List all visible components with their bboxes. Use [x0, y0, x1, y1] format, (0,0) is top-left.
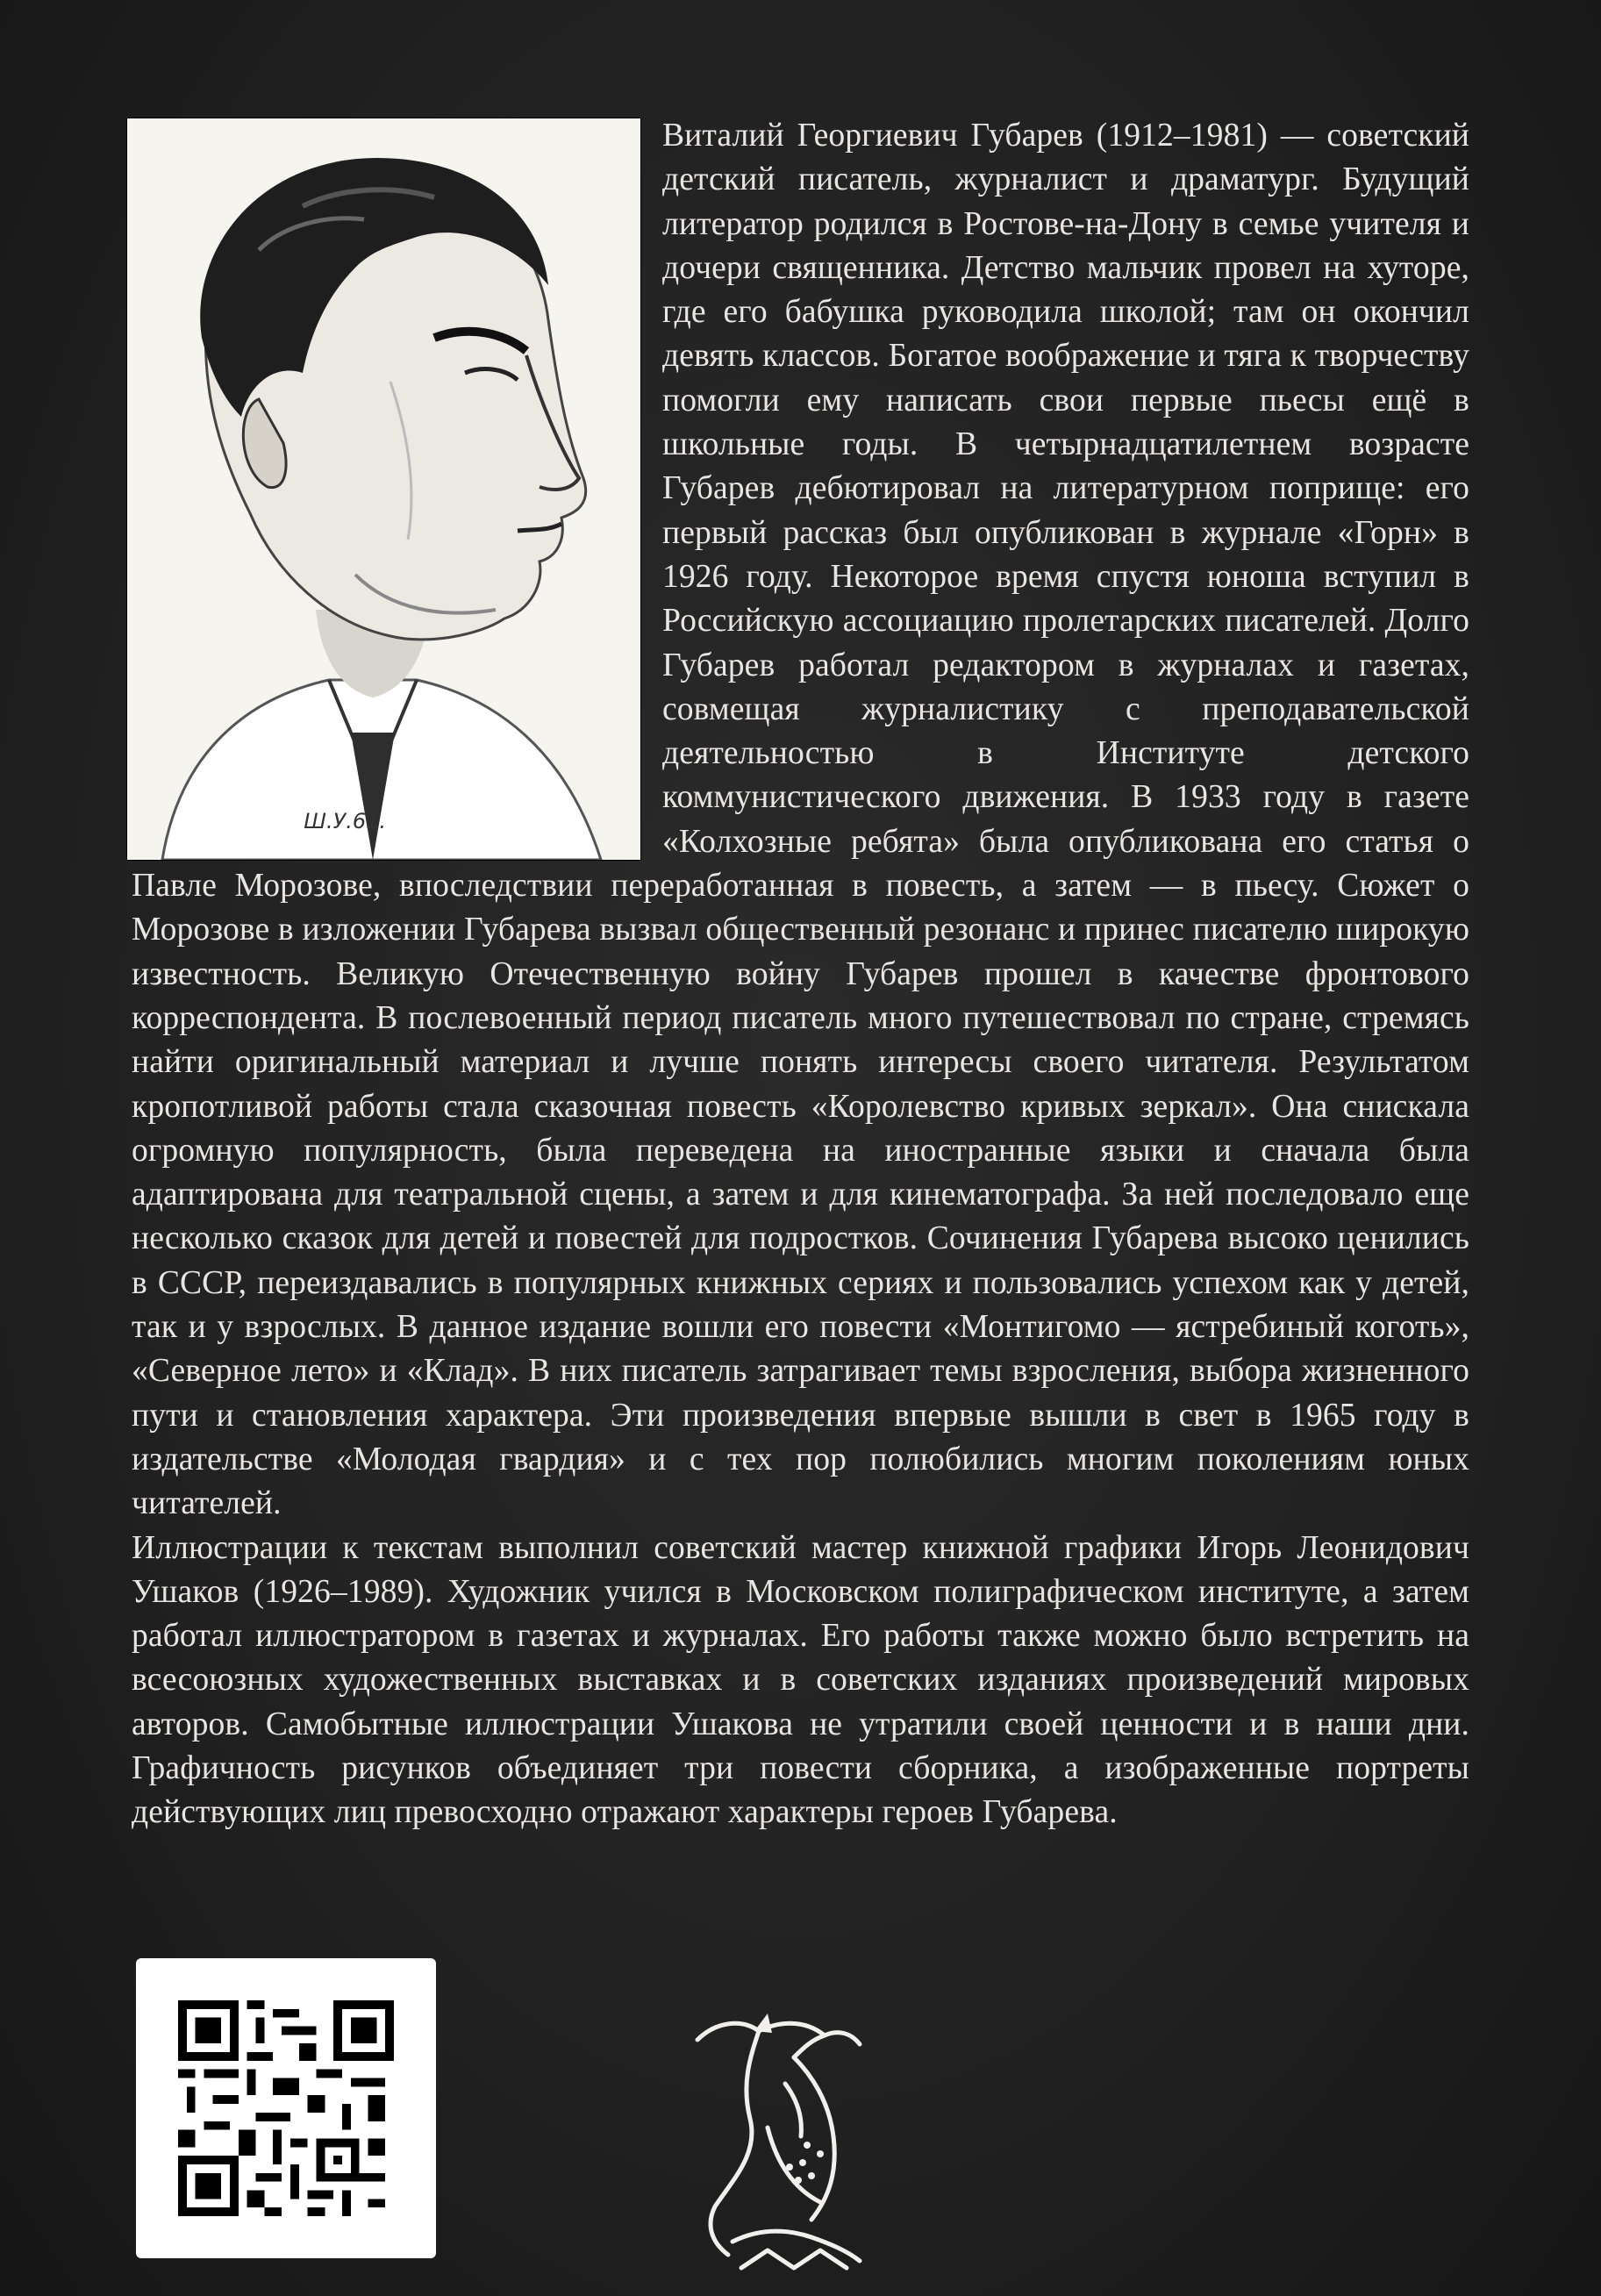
illustrator-paragraph: Иллюстрации к текстам выполнил советский мастер книжной графики Игорь Леонидович Ушаков (1926–1989). Художник учился в Московском полиграфическом институте, а затем работал иллюстратором в газетах и журналах. Его работы также можно было встретить на всесоюзных художественных выставках и в советских изданиях произведений мировых авторов. Самобытные иллюстрации Ушакова не утратили своей ценности и в наши дни. Графичность рисунков объединяет три повести сборника, а изображенные портреты действующих лиц превосходно отражают характеры героев Губарева. — [132, 1529, 1469, 1831]
qr-code — [136, 1958, 436, 2258]
author-portrait — [127, 118, 640, 860]
publisher-logo — [680, 2005, 908, 2272]
bio-paragraph: Виталий Георгиевич Губарев (1912–1981) — советский детский писатель, журналист и драматург. Будущий литератор родился в Ростове-на-Дону в семье учителя и дочери священника. Детство мальчик провел на хуторе, где его бабушка руководила школой; там он окончил девять классов. Богатое воображение и тяга к творчеству помогли ему написать свои первые пьесы ещё в школьные годы. В четырнадцатилетнем возрасте Губарев дебютировал на литературном поприще: его первый рассказ был опубликован в журнале «Горн» в 1926 году. Некоторое время спустя юноша вступил в Российскую ассоциацию пролетарских писателей. Долго Губарев работал редактором в журналах и газетах, совмещая журналистику с преподавательской деятельностью в Институте детского коммунистического движения. В 1933 году в газете «Колхозные ребята» была опубликована его статья о Павле Морозове, впоследствии переработанная в повесть, а затем — в пьесу. Сюжет о Морозове в изложении Губарева вызвал общественный резонанс и принес писателю широкую известность. Великую Отечественную войну Губарев прошел в качестве фронтового корреспондента. В послевоенный период писатель много путешествовал по стране, стремясь найти оригинальный материал и лучше понять интересы своего читателя. Результатом кропотливой работы стала сказочная повесть «Королевство кривых зеркал». Она снискала огромную популярность, была переведена на иностранные языки и сначала была адаптирована для театральной сцены, а затем и для кинематографа. За ней последовало еще несколько сказок для детей и повестей для подростков. Сочинения Губарева высоко ценились в СССР, переиздавались в популярных книжных сериях и пользовались успехом как у детей, так и у взрослых. В данное издание вошли его повести «Монтигомо — ястребиный коготь», «Северное лето» и «Клад». В них писатель затрагивает темы взросления, выбора жизненного пути и становления характера. Эти произведения впервые вышли в свет в 1965 году в издательстве «Молодая гвардия» и с тех пор полюбились многим поколениям юных читателей. — [132, 118, 1469, 1522]
qr-code-icon — [178, 2000, 394, 2216]
portrait-drawing-icon — [127, 118, 640, 860]
portrait-signature: Ш.У.61. — [304, 809, 386, 833]
griffin-publisher-logo-icon — [680, 2005, 908, 2272]
